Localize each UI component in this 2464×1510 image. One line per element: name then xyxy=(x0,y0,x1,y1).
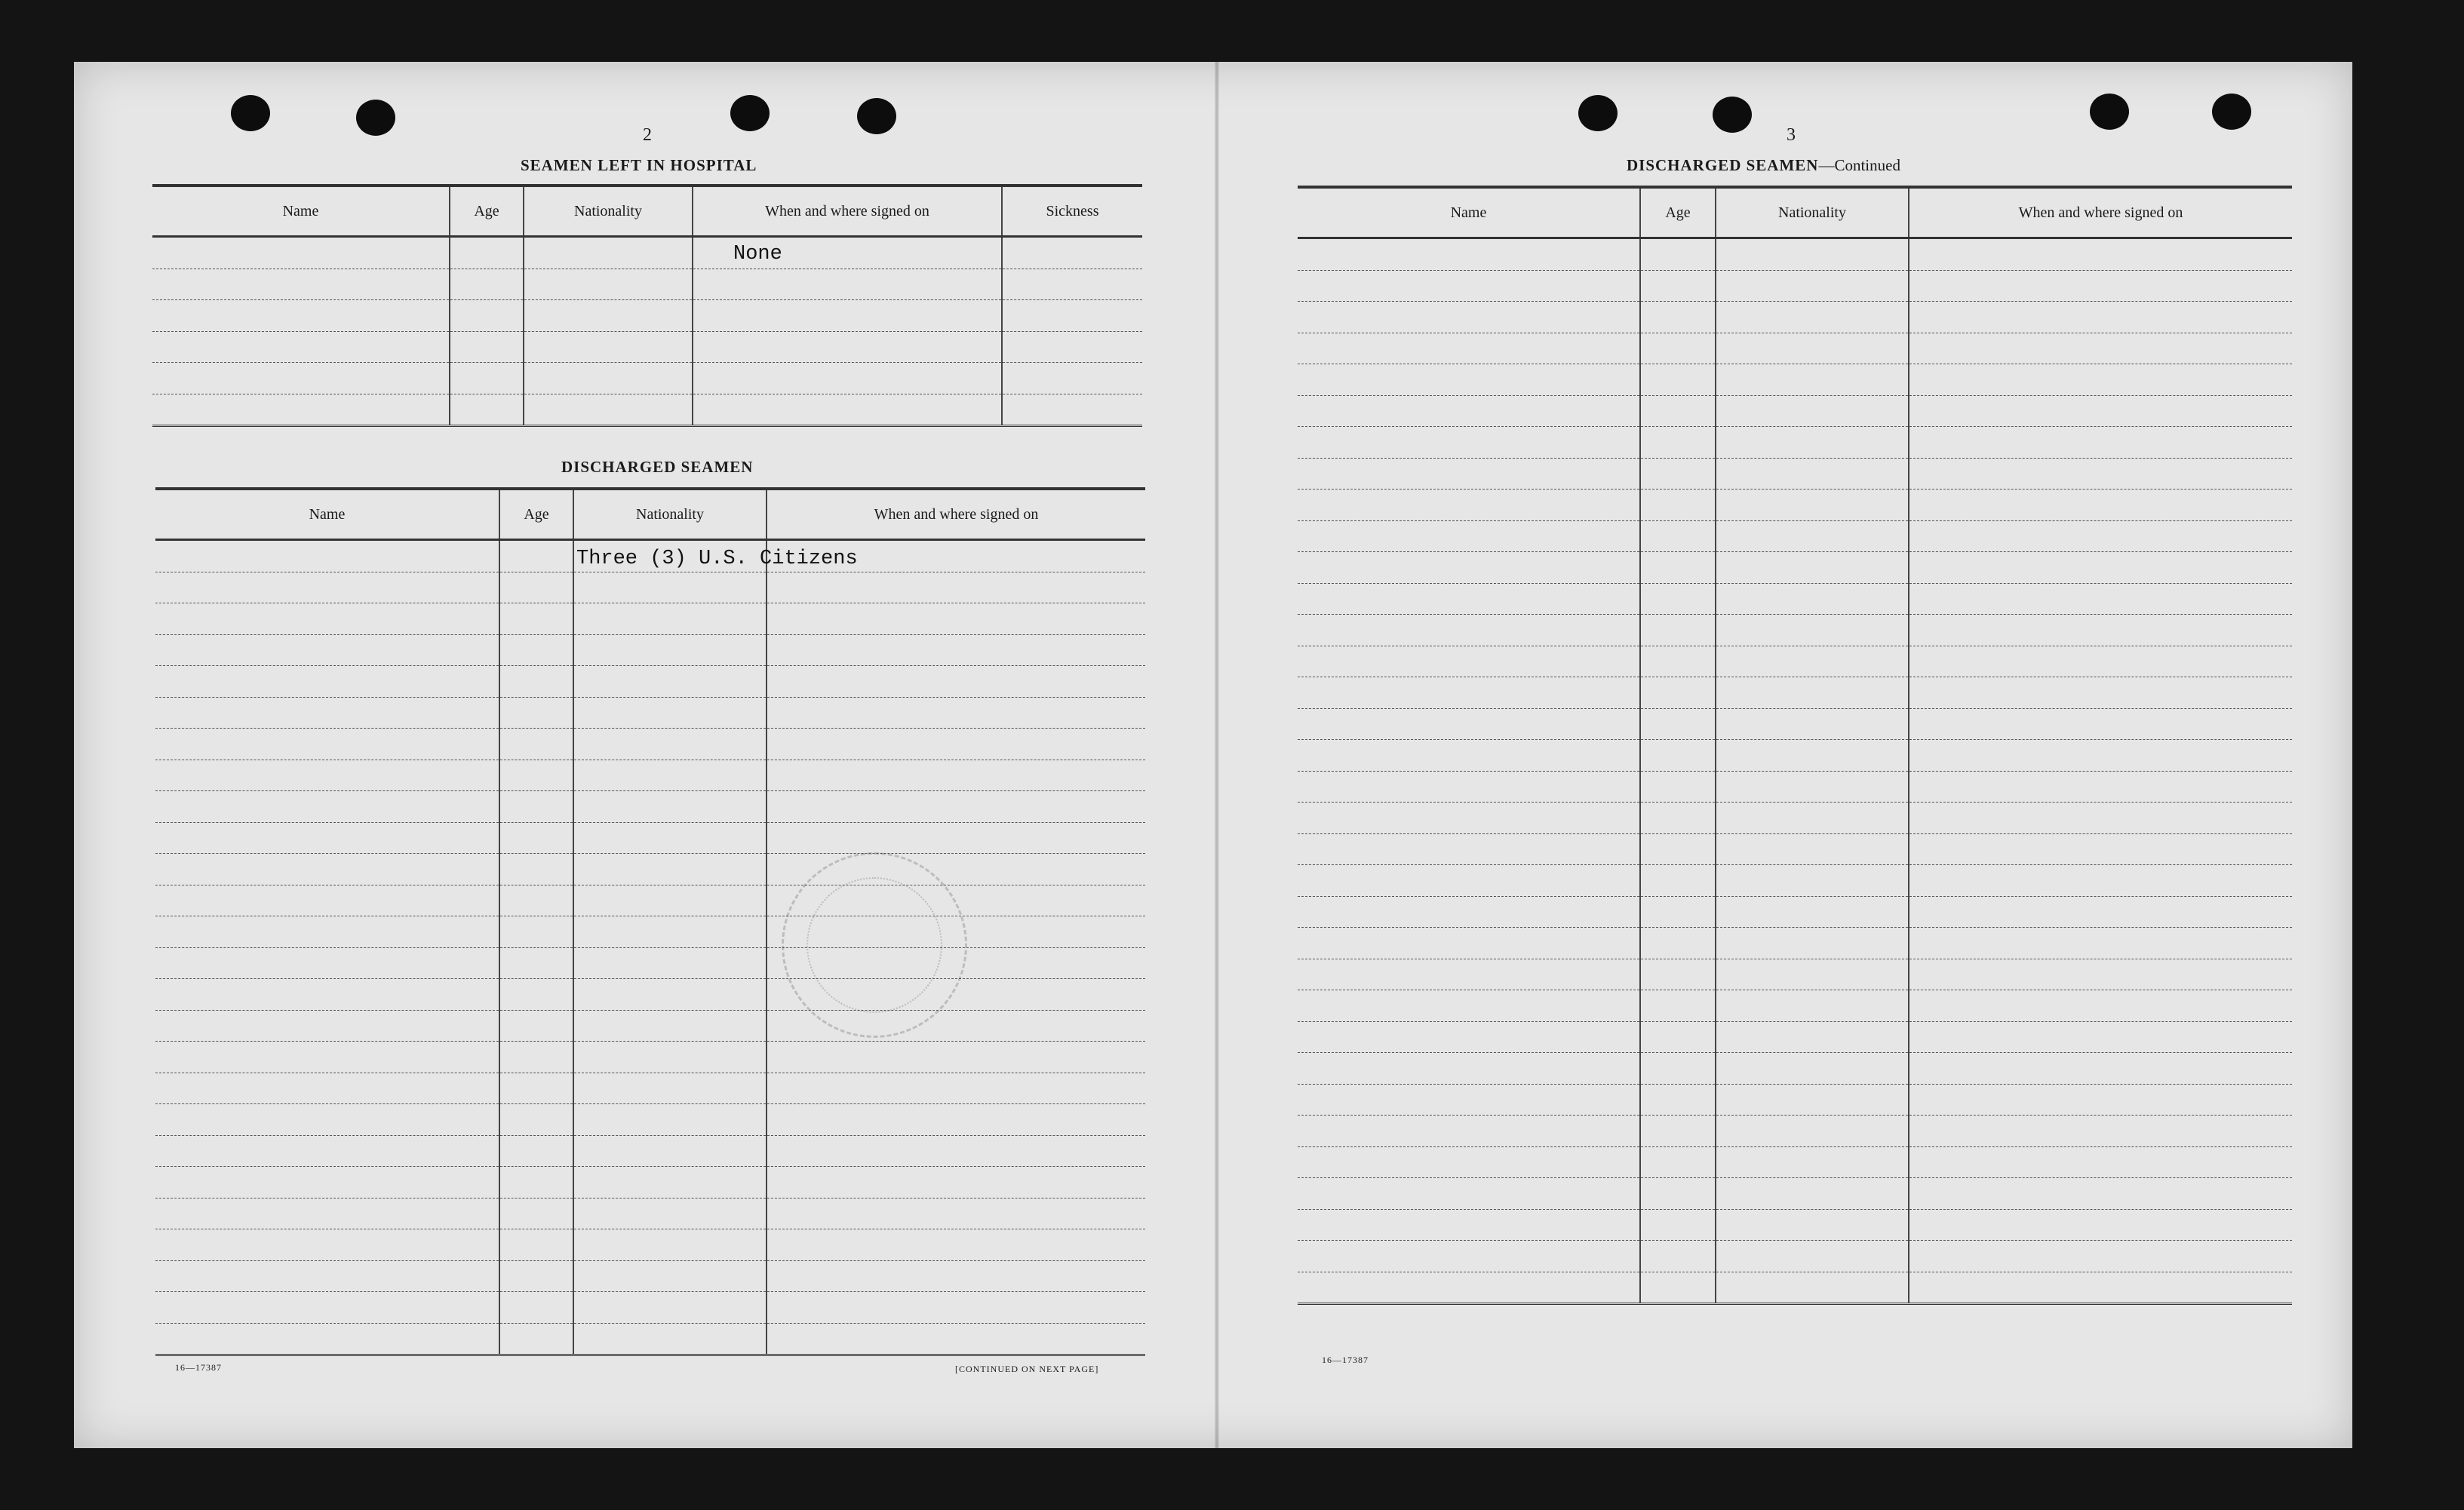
column-header: Sickness xyxy=(1002,186,1142,237)
column-header: When and where signed on xyxy=(693,186,1002,237)
table-row xyxy=(155,916,1145,948)
table-row xyxy=(152,269,1142,300)
table-row xyxy=(155,791,1145,823)
table-row xyxy=(1298,238,2292,271)
table-row xyxy=(155,760,1145,791)
hospital-table xyxy=(152,184,1142,427)
column-header: Name xyxy=(155,489,499,540)
table-row xyxy=(1298,1053,2292,1085)
table-row xyxy=(1298,865,2292,897)
table-row xyxy=(1298,1021,2292,1053)
column-header: Age xyxy=(450,186,524,237)
punch-hole xyxy=(231,95,270,131)
table-row xyxy=(1298,1146,2292,1178)
table-row xyxy=(155,1167,1145,1198)
table-row xyxy=(1298,771,2292,803)
table-row xyxy=(155,947,1145,979)
table-row xyxy=(155,1104,1145,1136)
column-header: Age xyxy=(1640,187,1716,238)
table-row xyxy=(155,1229,1145,1261)
table-row xyxy=(155,1042,1145,1073)
table-row xyxy=(152,300,1142,332)
column-header: When and where signed on xyxy=(1909,187,2292,238)
punch-hole xyxy=(857,98,896,134)
table-row xyxy=(1298,896,2292,928)
title-main: DISCHARGED SEAMEN xyxy=(1627,156,1819,174)
title-suffix: —Continued xyxy=(1818,156,1900,174)
table-row xyxy=(1298,615,2292,646)
table-row xyxy=(152,331,1142,363)
table-row xyxy=(1298,1272,2292,1304)
column-header: Name xyxy=(152,186,450,237)
table-row xyxy=(152,394,1142,426)
column-header: Age xyxy=(499,489,573,540)
discharged-entry: Three (3) U.S. Citizens xyxy=(576,548,858,570)
table-row xyxy=(155,1010,1145,1042)
table-row xyxy=(155,1323,1145,1355)
table-row xyxy=(155,634,1145,666)
discharged-continued-table xyxy=(1298,186,2292,1305)
table-row xyxy=(1298,833,2292,865)
table-row xyxy=(1298,1241,2292,1272)
table-row xyxy=(1298,333,2292,364)
discharged-table xyxy=(155,487,1145,1356)
page-number: 2 xyxy=(643,125,652,145)
column-header: Nationality xyxy=(573,489,767,540)
table-row xyxy=(1298,490,2292,521)
table-row xyxy=(155,854,1145,885)
punch-hole xyxy=(2212,94,2251,130)
table-row xyxy=(1298,1116,2292,1147)
table-row xyxy=(1298,458,2292,490)
table-row xyxy=(1298,708,2292,740)
table-row xyxy=(1298,1209,2292,1241)
table-row xyxy=(155,1292,1145,1324)
table-row xyxy=(1298,677,2292,709)
table-row xyxy=(155,1198,1145,1229)
table-row xyxy=(155,1260,1145,1292)
table-row xyxy=(1298,990,2292,1022)
table-row xyxy=(1298,928,2292,959)
faded-stamp xyxy=(782,852,967,1038)
continued-note: [CONTINUED ON NEXT PAGE] xyxy=(955,1364,1099,1374)
table-row xyxy=(1298,270,2292,302)
table-row xyxy=(1298,959,2292,990)
table-row xyxy=(152,363,1142,394)
table-row xyxy=(1298,395,2292,427)
form-number: 16—17387 xyxy=(1322,1355,1369,1365)
column-header: Nationality xyxy=(524,186,693,237)
table-row xyxy=(155,1073,1145,1104)
table-row xyxy=(1298,552,2292,584)
form-number: 16—17387 xyxy=(175,1362,222,1373)
table-row xyxy=(1298,803,2292,834)
table-row xyxy=(152,237,1142,269)
column-header: Nationality xyxy=(1716,187,1909,238)
table-row xyxy=(1298,1178,2292,1210)
table-row xyxy=(155,885,1145,916)
page-number: 3 xyxy=(1787,125,1796,145)
punch-hole xyxy=(1713,97,1752,133)
table-row xyxy=(155,697,1145,729)
table-row xyxy=(1298,364,2292,396)
table-row xyxy=(155,822,1145,854)
table-row xyxy=(1298,646,2292,677)
column-header: When and where signed on xyxy=(767,489,1145,540)
page-fold xyxy=(1215,62,1219,1448)
table-row xyxy=(155,572,1145,603)
table-row xyxy=(155,666,1145,698)
table-row xyxy=(1298,583,2292,615)
table-row xyxy=(155,603,1145,635)
punch-hole xyxy=(1578,95,1618,131)
section-title: SEAMEN LEFT IN HOSPITAL xyxy=(521,156,757,174)
table-row xyxy=(1298,520,2292,552)
table-row xyxy=(1298,1084,2292,1116)
table-row xyxy=(1298,427,2292,459)
table-row xyxy=(1298,740,2292,772)
table-row xyxy=(155,979,1145,1011)
hospital-entry: None xyxy=(733,243,782,265)
column-header: Name xyxy=(1298,187,1640,238)
table-row xyxy=(155,1135,1145,1167)
punch-hole xyxy=(356,100,395,136)
section-title xyxy=(1627,156,1900,175)
table-row xyxy=(1298,302,2292,333)
punch-hole xyxy=(2090,94,2129,130)
table-row xyxy=(155,729,1145,760)
punch-hole xyxy=(730,95,770,131)
section-title: DISCHARGED SEAMEN xyxy=(561,458,754,476)
